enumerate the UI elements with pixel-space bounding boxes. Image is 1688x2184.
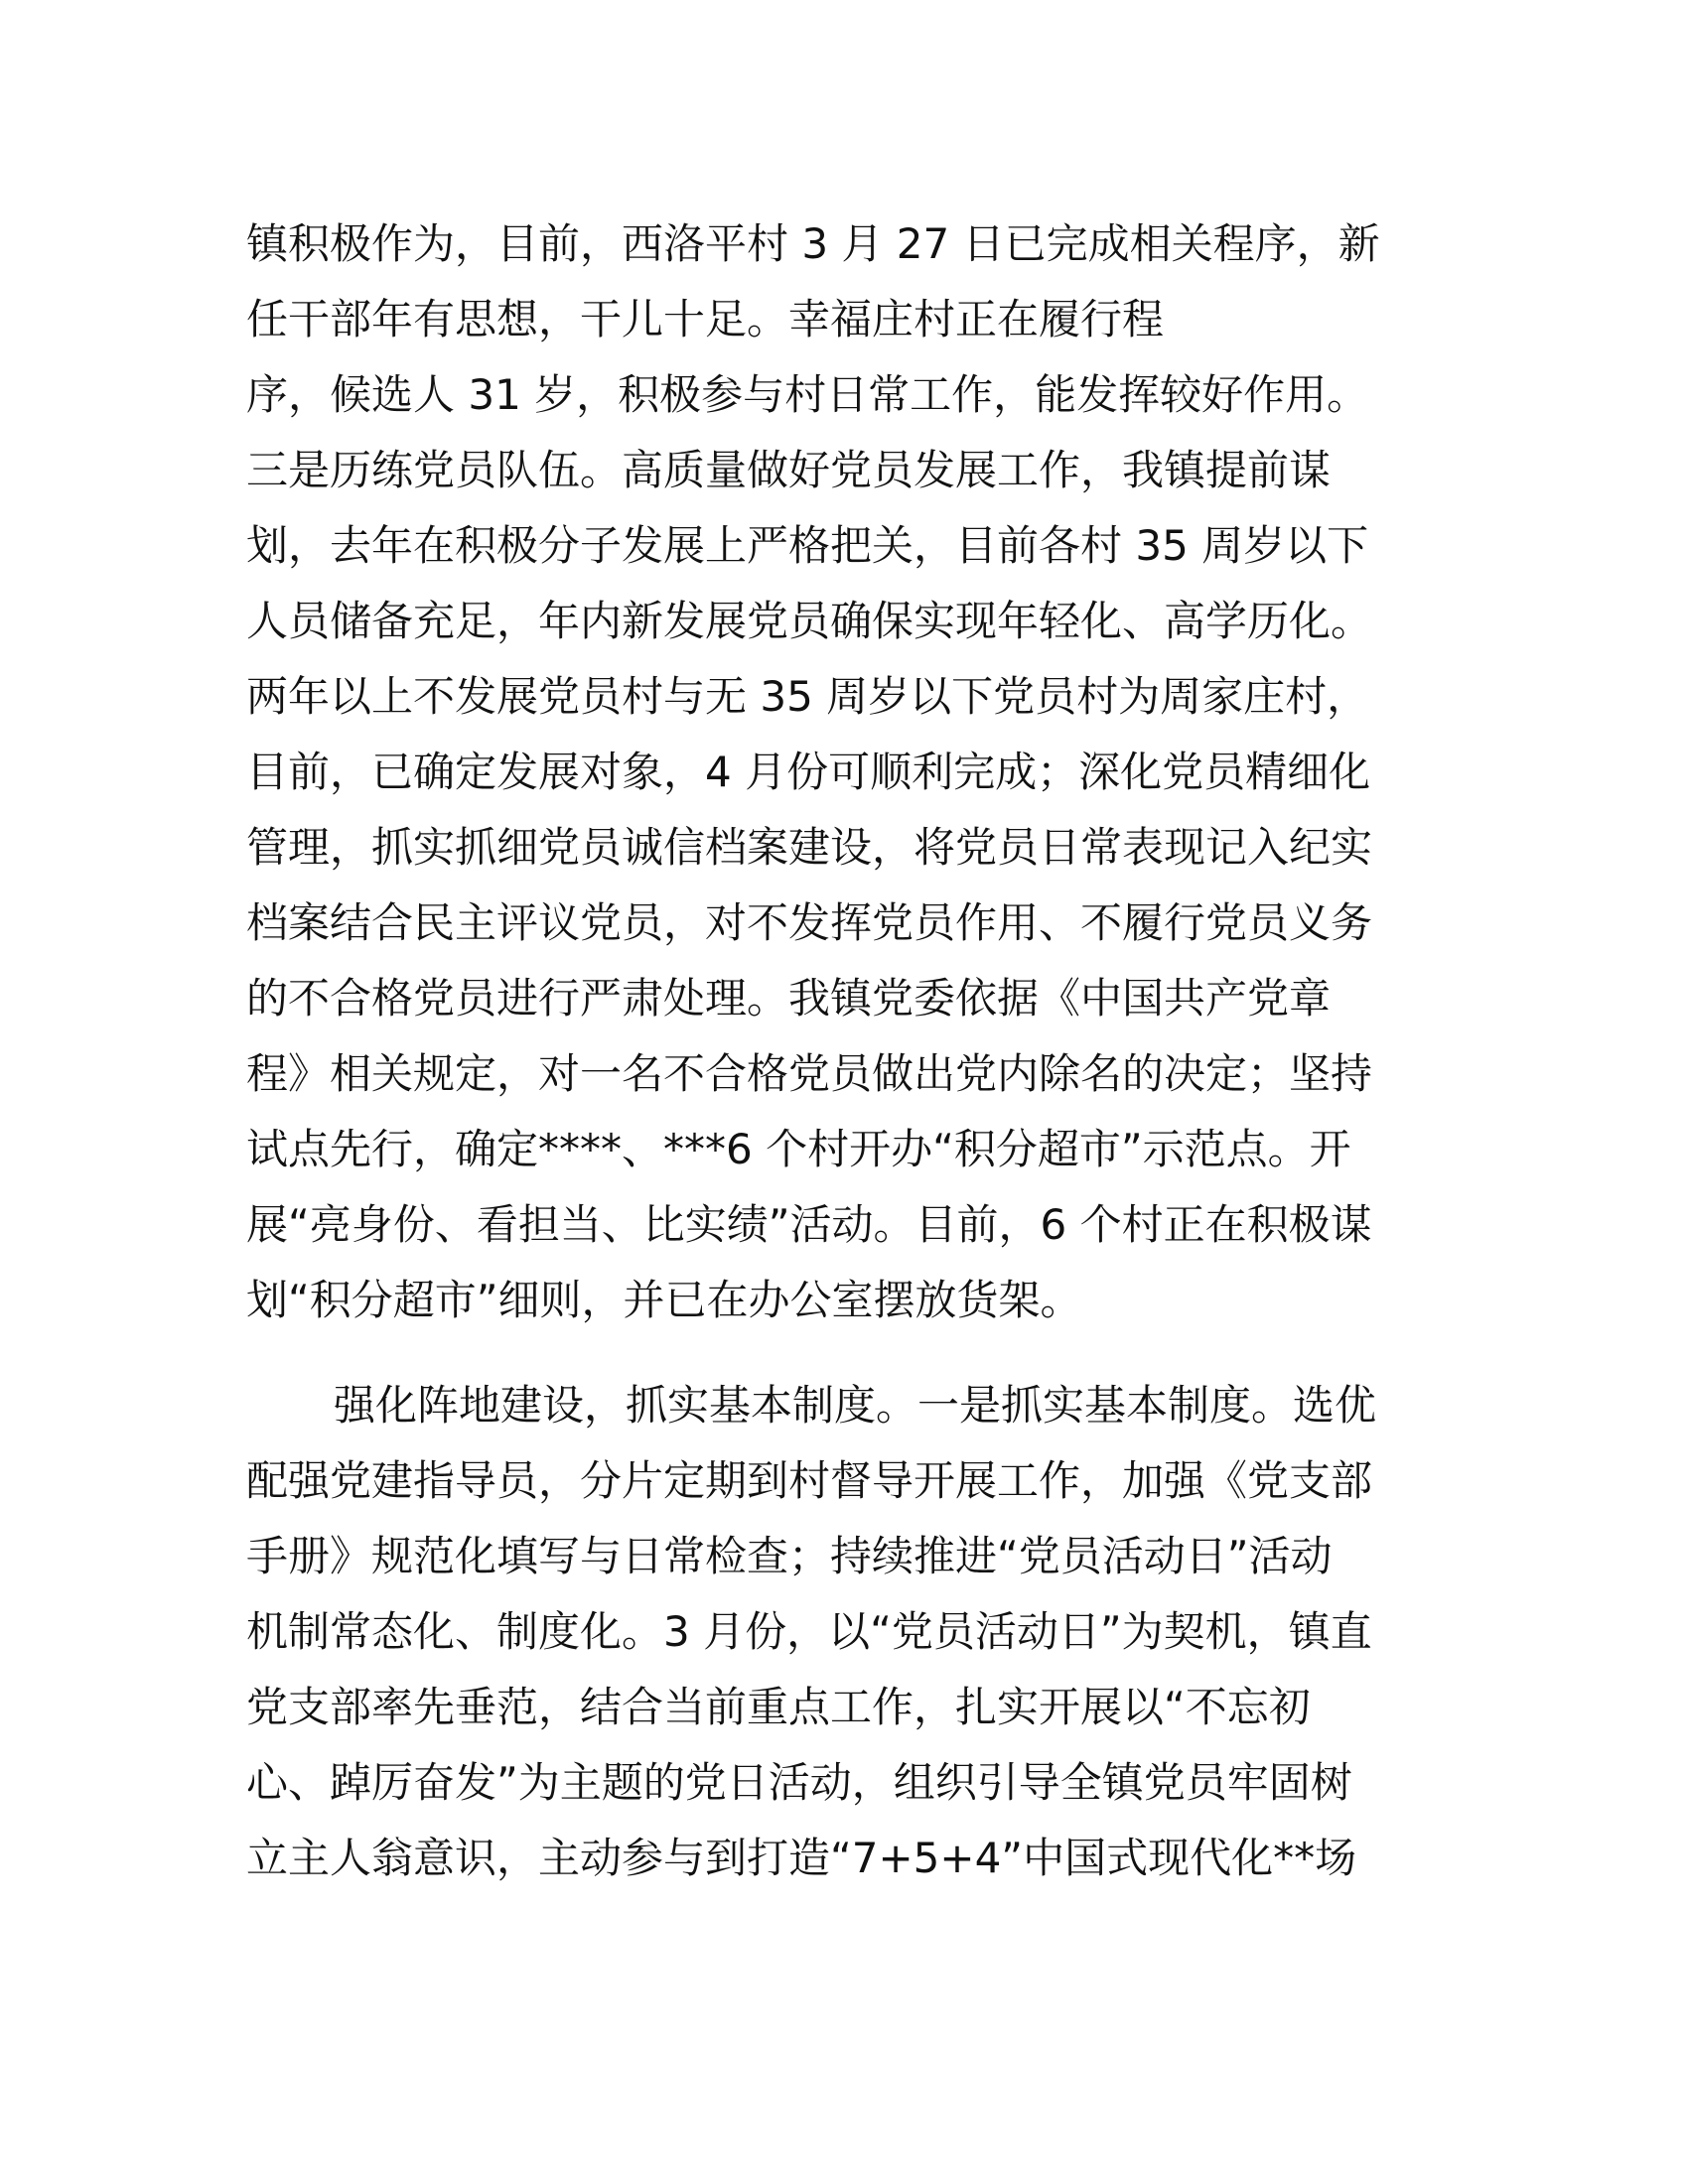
text-line: 立主人翁意识，主动参与到打造“7+5+4”中国式现代化**场: [246, 1834, 1357, 1882]
text-line: 试点先行，确定****、***6 个村开办“积分超市”示范点。开: [246, 1125, 1351, 1173]
text-line: 序，候选人 31 岁，积极参与村日常工作，能发挥较好作用。: [246, 370, 1369, 419]
text-line: 管理，抓实抓细党员诚信档案建设，将党员日常表现记入纪实: [246, 823, 1373, 872]
text-line: 两年以上不发展党员村与无 35 周岁以下党员村为周家庄村，: [246, 672, 1369, 721]
text-line: 心、踔厉奋发”为主题的党日活动，组织引导全镇党员牢固树: [246, 1758, 1352, 1807]
text-line: 档案结合民主评议党员，对不发挥党员作用、不履行党员义务: [246, 898, 1373, 947]
paragraph-first-line: 强化阵地建设，抓实基本制度。一是抓实基本制度。选优: [334, 1381, 1377, 1430]
text-line: 目前，已确定发展对象，4 月份可顺利完成；深化党员精细化: [246, 748, 1371, 796]
text-line: 任干部年有思想，干儿十足。幸福庄村正在履行程: [246, 295, 1165, 343]
text-line: 展“亮身份、看担当、比实绩”活动。目前，6 个村正在积极谋: [246, 1200, 1372, 1249]
text-line: 党支部率先垂范，结合当前重点工作，扎实开展以“不忘初: [246, 1683, 1311, 1731]
text-line: 三是历练党员队伍。高质量做好党员发展工作，我镇提前谋: [246, 446, 1332, 494]
text-line: 人员储备充足，年内新发展党员确保实现年轻化、高学历化。: [246, 597, 1373, 645]
text-line: 划，去年在积极分子发展上严格把关，目前各村 35 周岁以下: [246, 521, 1369, 570]
text-line: 的不合格党员进行严肃处理。我镇党委依据《中国共产党章: [246, 974, 1332, 1023]
text-line: 划“积分超市”细则，并已在办公室摆放货架。: [246, 1276, 1082, 1324]
text-line: 镇积极作为，目前，西洛平村 3 月 27 日已完成相关程序，新: [246, 219, 1380, 268]
text-line: 机制常态化、制度化。3 月份，以“党员活动日”为契机，镇直: [246, 1607, 1372, 1656]
text-line: 程》相关规定，对一名不合格党员做出党内除名的决定；坚持: [246, 1049, 1373, 1098]
text-line: 手册》规范化填写与日常检查；持续推进“党员活动日”活动: [246, 1532, 1333, 1580]
text-line: 配强党建指导员，分片定期到村督导开展工作，加强《党支部: [246, 1456, 1373, 1505]
